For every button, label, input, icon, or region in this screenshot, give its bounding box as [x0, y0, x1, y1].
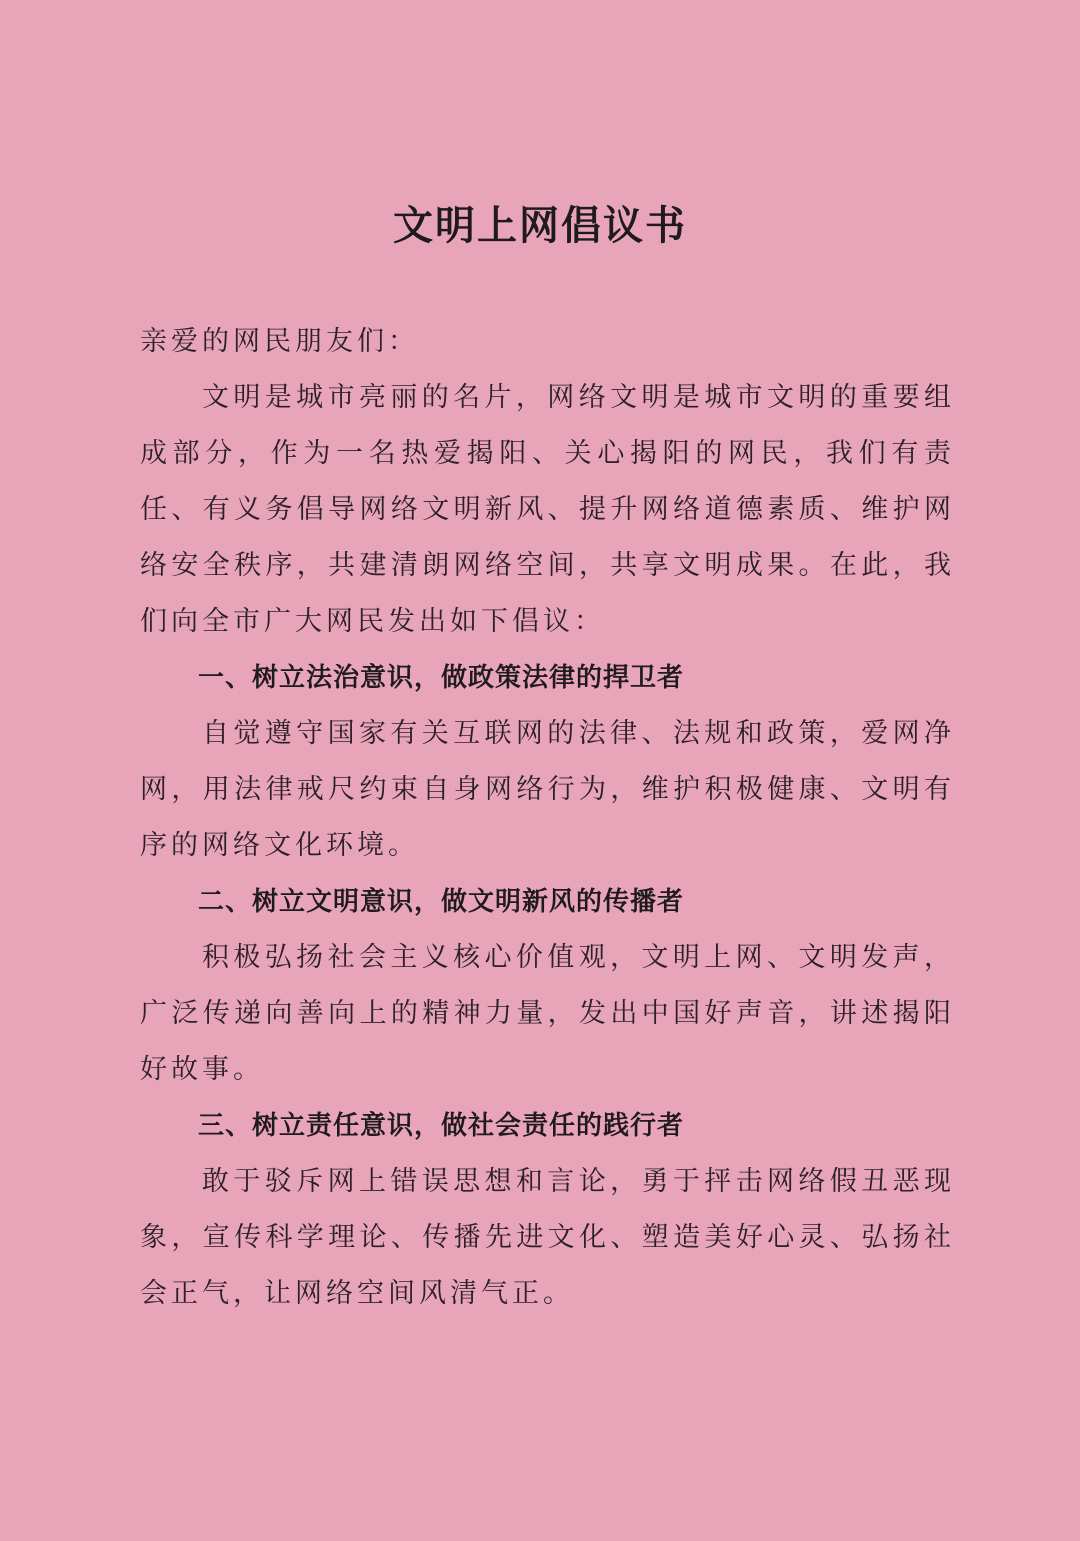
section-heading-1: 一、树立法治意识，做政策法律的捍卫者 — [198, 663, 685, 693]
intro-paragraph: 文明是城市亮丽的名片，网络文明是城市文明的重要组成部分，作为一名热爱揭阳、关心揭阳的网民，我们有责任、有义务倡导网络文明新风、提升网络道德素质、维护网络安全秩序，共建清朗网络空间，共享文明成果。在此，我们向全市广大网民发出如下倡议： — [140, 382, 955, 637]
document-body — [140, 314, 955, 1322]
section-text-2: 积极弘扬社会主义核心价值观，文明上网、文明发声，广泛传递向善向上的精神力量，发出中国好声音，讲述揭阳好故事。 — [140, 942, 955, 1085]
section-text-1: 自觉遵守国家有关互联网的法律、法规和政策，爱网净网，用法律戒尺约束自身网络行为，维护积极健康、文明有序的网络文化环境。 — [140, 718, 955, 861]
document-title: 文明上网倡议书 — [393, 203, 687, 249]
section-heading-2: 二、树立文明意识，做文明新风的传播者 — [198, 887, 685, 917]
section-heading-3: 三、树立责任意识，做社会责任的践行者 — [198, 1111, 685, 1141]
salutation: 亲爱的网民朋友们： — [140, 326, 419, 357]
section-text-3: 敢于驳斥网上错误思想和言论，勇于抨击网络假丑恶现象，宣传科学理论、传播先进文化、塑造美好心灵、弘扬社会正气，让网络空间风清气正。 — [140, 1166, 955, 1309]
